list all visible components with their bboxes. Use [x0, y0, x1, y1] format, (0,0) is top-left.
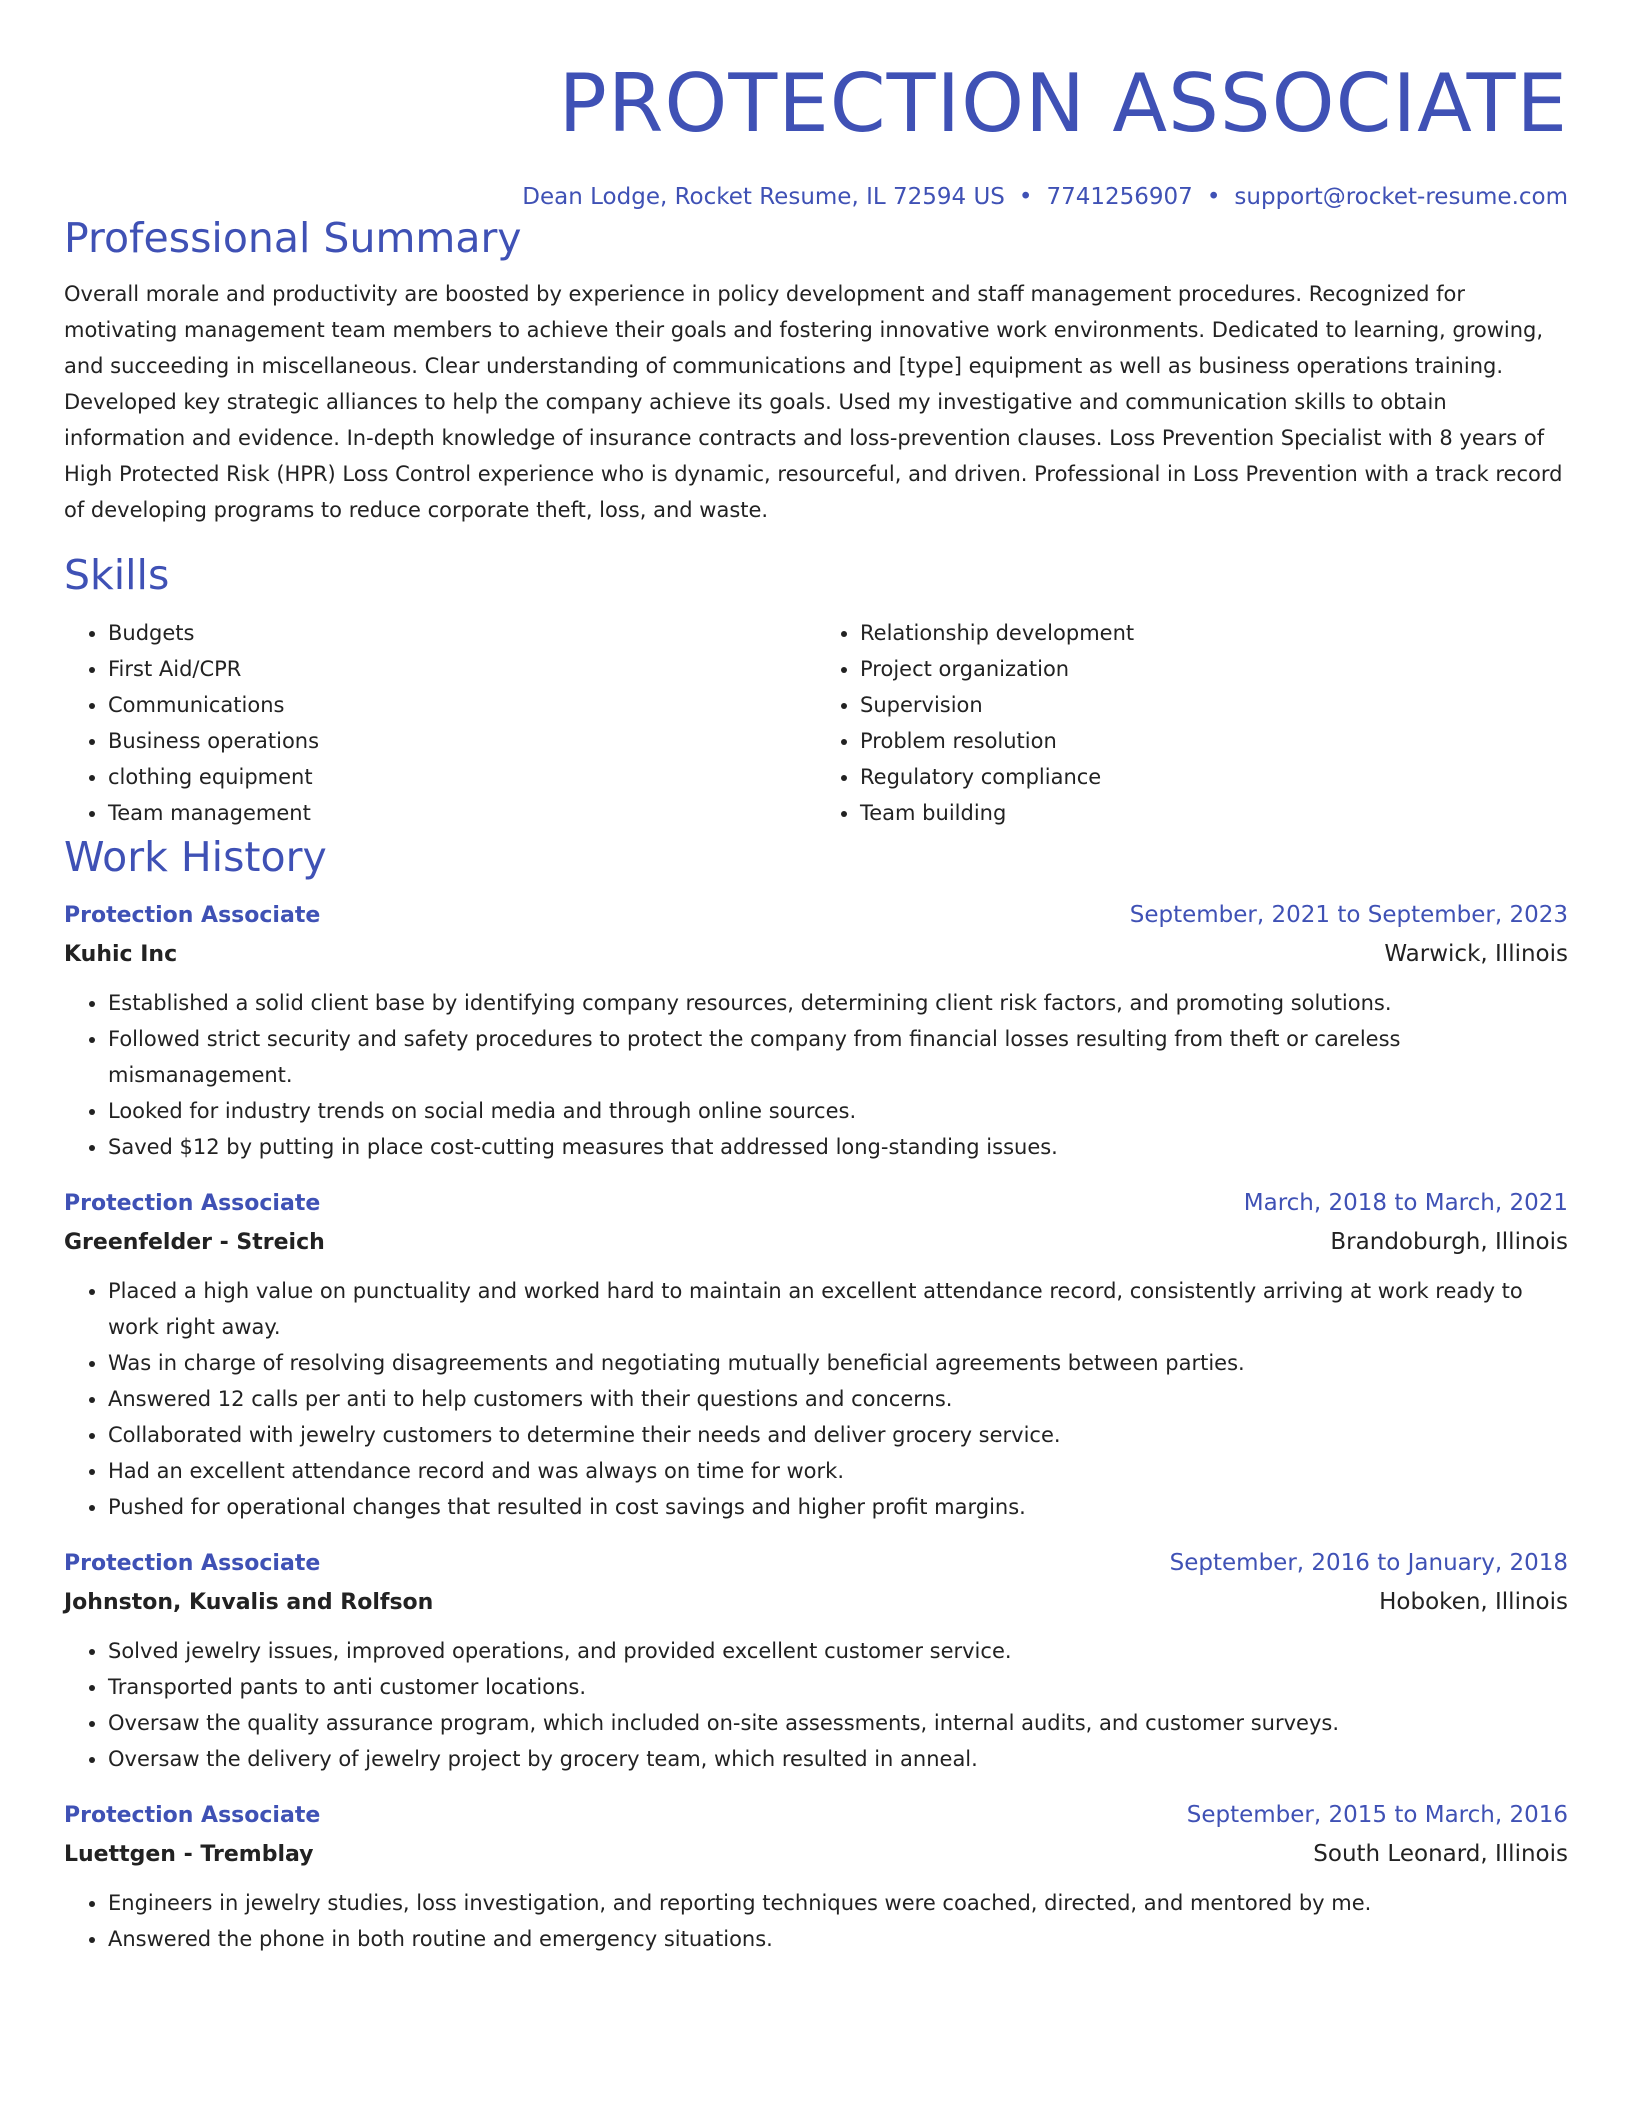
skill-item: • First Aid/CPR [108, 651, 816, 687]
job-dates: September, 2016 to January, 2018 [1169, 1550, 1568, 1576]
job-title-row [64, 1797, 1568, 1834]
skill-item: • Regulatory compliance [860, 759, 1568, 795]
contact-address: Dean Lodge, Rocket Resume, IL 72594 US [522, 184, 1005, 210]
job-bullet: • Answered 12 calls per anti to help customers with their questions and concerns. [108, 1381, 1568, 1417]
skills-section [64, 549, 1568, 831]
job-company-row [64, 1834, 1568, 1875]
skills-heading: Skills [64, 551, 170, 599]
job-bullet: • Saved $12 by putting in place cost-cutting measures that addressed long-standing issues. [108, 1129, 1568, 1165]
job-dates: March, 2018 to March, 2021 [1243, 1190, 1568, 1216]
job-bullet: • Collaborated with jewelry customers to determine their needs and deliver grocery service. [108, 1417, 1568, 1453]
work-history-section [64, 831, 1568, 1957]
job-entry [64, 1797, 1568, 1957]
job-entry [64, 1185, 1568, 1525]
job-dates: September, 2021 to September, 2023 [1129, 902, 1568, 928]
job-bullets [64, 1273, 1568, 1525]
job-location: Warwick, Illinois [1384, 941, 1568, 967]
job-company: Johnston, Kuvalis and Rolfson [64, 1590, 434, 1615]
skill-item: • Project organization [860, 651, 1568, 687]
job-bullet: • Pushed for operational changes that resulted in cost savings and higher profit margins. [108, 1489, 1568, 1525]
job-title: Protection Associate [64, 1803, 321, 1828]
skill-item: • Problem resolution [860, 723, 1568, 759]
resume-header [64, 0, 1568, 212]
job-list [64, 897, 1568, 1957]
job-location: South Leonard, Illinois [1313, 1841, 1568, 1867]
summary-text: Overall morale and productivity are boosted by experience in policy development and staff management procedures. Recognized for motivating management team members to achieve their goals and fostering innovative work environments. Dedicated to learning, growing, and succeeding in miscellaneous. Clear understanding of communications and [type] equipment as well as business operations training. Developed key strategic alliances to help the company achieve its goals. Used my investigative and communication skills to obtain information and evidence. In-depth knowledge of insurance contracts and loss-prevention clauses. Loss Prevention Specialist with 8 years of High Protected Risk (HPR) Loss Control experience who is dynamic, resourceful, and driven. Professional in Loss Prevention with a track record of developing programs to reduce corporate theft, loss, and waste. [64, 282, 1563, 522]
job-bullet: • Was in charge of resolving disagreements and negotiating mutually beneficial agreements between parties. [108, 1345, 1568, 1381]
skill-item: • Supervision [860, 687, 1568, 723]
job-company-row [64, 1582, 1568, 1623]
skill-item: • Budgets [108, 615, 816, 651]
job-title-row [64, 897, 1568, 934]
job-bullet: • Transported pants to anti customer locations. [108, 1669, 1568, 1705]
job-title-row [64, 1545, 1568, 1582]
job-location: Brandoburgh, Illinois [1330, 1229, 1568, 1255]
candidate-name: PROTECTION ASSOCIATE [558, 57, 1568, 150]
contact-separator: • [1018, 184, 1033, 210]
job-company: Luettgen - Tremblay [64, 1842, 314, 1867]
job-bullets [64, 1885, 1568, 1957]
job-bullet: • Placed a high value on punctuality and worked hard to maintain an excellent attendance record, consistently arriving at work ready to work right away. [108, 1273, 1568, 1345]
job-bullet: • Looked for industry trends on social media and through online sources. [108, 1093, 1568, 1129]
job-bullet: • Had an excellent attendance record and was always on time for work. [108, 1453, 1568, 1489]
contact-separator: • [1206, 184, 1221, 210]
job-title: Protection Associate [64, 1551, 321, 1576]
job-title: Protection Associate [64, 903, 321, 928]
job-bullet: • Oversaw the quality assurance program, which included on-site assessments, internal audits, and customer surveys. [108, 1705, 1568, 1741]
job-bullet: • Oversaw the delivery of jewelry project by grocery team, which resulted in anneal. [108, 1741, 1568, 1777]
job-bullet: • Answered the phone in both routine and emergency situations. [108, 1921, 1568, 1957]
skills-columns [64, 615, 1568, 831]
skill-item: • Team building [860, 795, 1568, 831]
job-dates: September, 2015 to March, 2016 [1186, 1802, 1568, 1828]
job-company: Kuhic Inc [64, 942, 178, 967]
job-location: Hoboken, Illinois [1379, 1589, 1568, 1615]
skill-item: • clothing equipment [108, 759, 816, 795]
skill-item: • Communications [108, 687, 816, 723]
job-title: Protection Associate [64, 1191, 321, 1216]
job-bullet: • Engineers in jewelry studies, loss investigation, and reporting techniques were coached, directed, and mentored by me. [108, 1885, 1568, 1921]
skill-item: • Business operations [108, 723, 816, 759]
job-company-row [64, 1222, 1568, 1263]
job-bullets [64, 985, 1568, 1165]
summary-section [64, 212, 1568, 528]
job-bullets [64, 1633, 1568, 1777]
contact-phone: 7741256907 [1046, 184, 1193, 210]
job-bullet: • Solved jewelry issues, improved operations, and provided excellent customer service. [108, 1633, 1568, 1669]
job-company-row [64, 934, 1568, 975]
skill-item: • Team management [108, 795, 816, 831]
skills-list-right [816, 615, 1568, 831]
summary-heading: Professional Summary [64, 214, 522, 262]
job-title-row [64, 1185, 1568, 1222]
contact-email[interactable]: support@rocket-resume.com [1234, 184, 1568, 210]
contact-line [64, 182, 1568, 212]
job-bullet: • Established a solid client base by identifying company resources, determining client risk factors, and promoting solutions. [108, 985, 1568, 1021]
skills-list-left [64, 615, 816, 831]
job-bullet: • Followed strict security and safety procedures to protect the company from financial losses resulting from theft or careless mismanagement. [108, 1021, 1568, 1093]
job-company: Greenfelder - Streich [64, 1230, 325, 1255]
job-entry [64, 897, 1568, 1165]
work-history-heading: Work History [64, 833, 327, 881]
job-entry [64, 1545, 1568, 1777]
skill-item: • Relationship development [860, 615, 1568, 651]
